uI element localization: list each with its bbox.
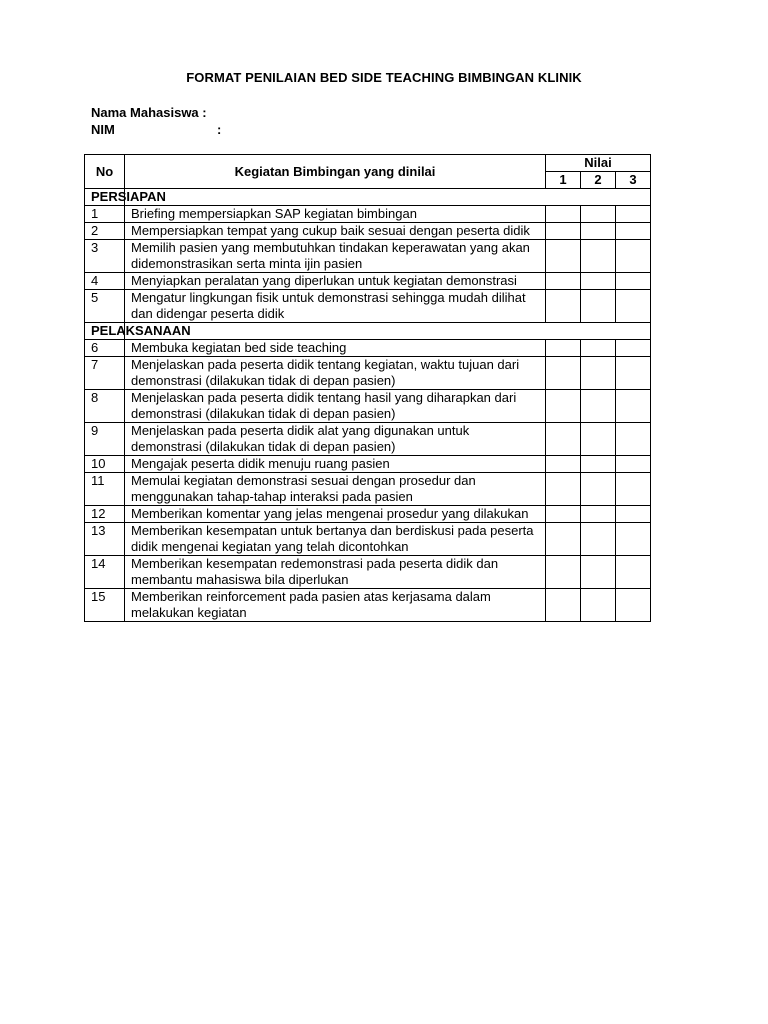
row-number: 2: [85, 223, 125, 240]
row-number: 4: [85, 273, 125, 290]
row-number: 15: [85, 589, 125, 622]
score-cell-3[interactable]: [616, 273, 651, 290]
nim-row: [91, 121, 221, 138]
activity-text: Memilih pasien yang membutuhkan tindakan keperawatan yang akan didemonstrasikan serta minta ijin pasien: [125, 240, 546, 273]
header-score-3: 3: [616, 172, 651, 189]
activity-text: Menjelaskan pada peserta didik tentang hasil yang diharapkan dari demonstrasi (dilakukan tidak di depan pasien): [125, 390, 546, 423]
score-cell-3[interactable]: [616, 523, 651, 556]
score-cell-1[interactable]: [546, 589, 581, 622]
score-cell-1[interactable]: [546, 273, 581, 290]
table-row: [85, 523, 651, 556]
score-cell-2[interactable]: [581, 340, 616, 357]
score-cell-1[interactable]: [546, 456, 581, 473]
section-spacer: [125, 323, 651, 340]
row-number: 8: [85, 390, 125, 423]
score-cell-1[interactable]: [546, 390, 581, 423]
section-spacer: [125, 189, 651, 206]
row-number: 11: [85, 473, 125, 506]
table-row: [85, 556, 651, 589]
score-cell-1[interactable]: [546, 223, 581, 240]
header-score-1: 1: [546, 172, 581, 189]
score-cell-2[interactable]: [581, 423, 616, 456]
score-cell-3[interactable]: [616, 390, 651, 423]
header-no: No: [85, 155, 125, 189]
row-number: 1: [85, 206, 125, 223]
score-cell-1[interactable]: [546, 340, 581, 357]
score-cell-1[interactable]: [546, 506, 581, 523]
row-number: 10: [85, 456, 125, 473]
table-row: [85, 290, 651, 323]
section-title: PERSIAPAN: [85, 189, 125, 206]
score-cell-2[interactable]: [581, 273, 616, 290]
score-cell-2[interactable]: [581, 523, 616, 556]
nim-label: NIM: [91, 122, 115, 137]
score-cell-3[interactable]: [616, 423, 651, 456]
table-row: [85, 223, 651, 240]
score-cell-1[interactable]: [546, 473, 581, 506]
header-activity: Kegiatan Bimbingan yang dinilai: [125, 155, 546, 189]
table-row: [85, 273, 651, 290]
score-cell-2[interactable]: [581, 290, 616, 323]
table-row: [85, 456, 651, 473]
page-title: FORMAT PENILAIAN BED SIDE TEACHING BIMBINGAN KLINIK: [186, 70, 582, 85]
table-row: [85, 357, 651, 390]
score-cell-3[interactable]: [616, 506, 651, 523]
table-row: [85, 423, 651, 456]
score-cell-2[interactable]: [581, 473, 616, 506]
activity-text: Memberikan kesempatan redemonstrasi pada peserta didik dan membantu mahasiswa bila diperlukan: [125, 556, 546, 589]
row-number: 6: [85, 340, 125, 357]
score-cell-3[interactable]: [616, 556, 651, 589]
table-row: [85, 340, 651, 357]
section-title: PELAKSANAAN: [85, 323, 125, 340]
activity-text: Mengatur lingkungan fisik untuk demonstrasi sehingga mudah dilihat dan didengar peserta didik: [125, 290, 546, 323]
row-number: 3: [85, 240, 125, 273]
header-score: Nilai: [546, 155, 651, 172]
student-name-row: [91, 104, 221, 121]
activity-text: Briefing mempersiapkan SAP kegiatan bimbingan: [125, 206, 546, 223]
score-cell-1[interactable]: [546, 423, 581, 456]
score-cell-2[interactable]: [581, 223, 616, 240]
table-row: [85, 390, 651, 423]
score-cell-2[interactable]: [581, 456, 616, 473]
table-row: [85, 589, 651, 622]
score-cell-1[interactable]: [546, 523, 581, 556]
activity-text: Membuka kegiatan bed side teaching: [125, 340, 546, 357]
row-number: 13: [85, 523, 125, 556]
activity-text: Menyiapkan peralatan yang diperlukan untuk kegiatan demonstrasi: [125, 273, 546, 290]
score-cell-3[interactable]: [616, 456, 651, 473]
activity-text: Memulai kegiatan demonstrasi sesuai dengan prosedur dan menggunakan tahap-tahap interaksi pada pasien: [125, 473, 546, 506]
activity-text: Mengajak peserta didik menuju ruang pasien: [125, 456, 546, 473]
student-name-label: Nama Mahasiswa :: [91, 105, 207, 120]
score-cell-2[interactable]: [581, 357, 616, 390]
section-row: [85, 189, 651, 206]
activity-text: Memberikan kesempatan untuk bertanya dan berdiskusi pada peserta didik mengenai kegiatan yang telah dicontohkan: [125, 523, 546, 556]
score-cell-2[interactable]: [581, 206, 616, 223]
score-cell-3[interactable]: [616, 473, 651, 506]
score-cell-2[interactable]: [581, 240, 616, 273]
nim-colon: :: [217, 122, 222, 137]
score-cell-1[interactable]: [546, 357, 581, 390]
score-cell-2[interactable]: [581, 506, 616, 523]
score-cell-2[interactable]: [581, 556, 616, 589]
activity-text: Memberikan komentar yang jelas mengenai prosedur yang dilakukan: [125, 506, 546, 523]
score-cell-1[interactable]: [546, 206, 581, 223]
table-row: [85, 240, 651, 273]
table-row: [85, 206, 651, 223]
score-cell-2[interactable]: [581, 390, 616, 423]
score-cell-3[interactable]: [616, 240, 651, 273]
score-cell-3[interactable]: [616, 290, 651, 323]
activity-text: Menjelaskan pada peserta didik alat yang digunakan untuk demonstrasi (dilakukan tidak di depan pasien): [125, 423, 546, 456]
row-number: 14: [85, 556, 125, 589]
score-cell-3[interactable]: [616, 223, 651, 240]
row-number: 7: [85, 357, 125, 390]
score-cell-3[interactable]: [616, 357, 651, 390]
score-cell-3[interactable]: [616, 206, 651, 223]
activity-text: Memberikan reinforcement pada pasien atas kerjasama dalam melakukan kegiatan: [125, 589, 546, 622]
section-row: [85, 323, 651, 340]
row-number: 9: [85, 423, 125, 456]
score-cell-3[interactable]: [616, 589, 651, 622]
row-number: 5: [85, 290, 125, 323]
score-cell-1[interactable]: [546, 556, 581, 589]
evaluation-table: [84, 154, 651, 622]
score-cell-1[interactable]: [546, 290, 581, 323]
row-number: 12: [85, 506, 125, 523]
activity-text: Mempersiapkan tempat yang cukup baik sesuai dengan peserta didik: [125, 223, 546, 240]
header-score-2: 2: [581, 172, 616, 189]
activity-text: Menjelaskan pada peserta didik tentang kegiatan, waktu tujuan dari demonstrasi (dilakukan tidak di depan pasien): [125, 357, 546, 390]
student-info: [91, 104, 221, 138]
score-cell-2[interactable]: [581, 589, 616, 622]
table-row: [85, 506, 651, 523]
score-cell-3[interactable]: [616, 340, 651, 357]
table-body: [85, 189, 651, 622]
table-row: [85, 473, 651, 506]
score-cell-1[interactable]: [546, 240, 581, 273]
